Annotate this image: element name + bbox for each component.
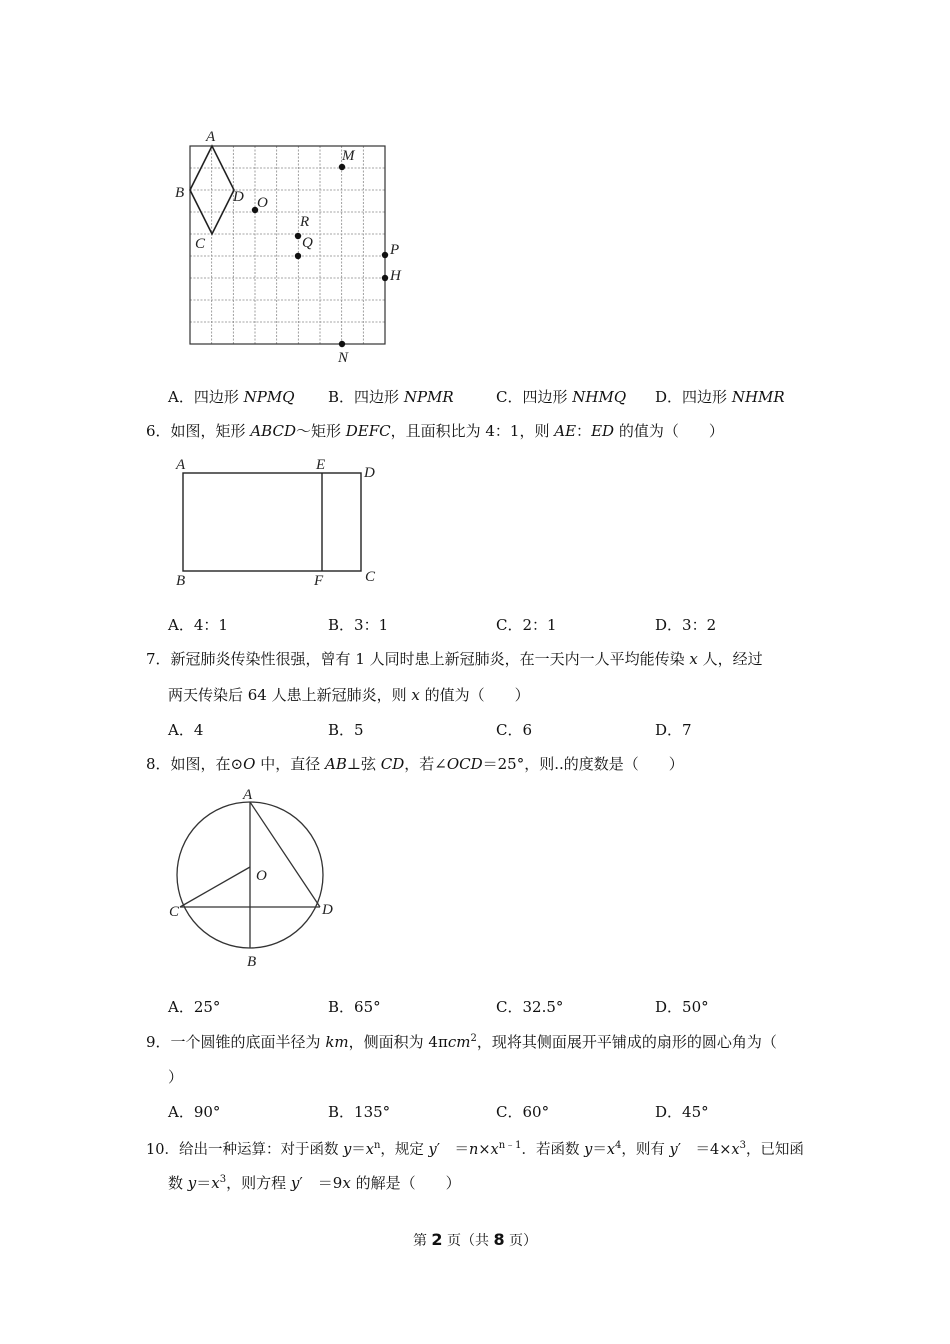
q6-option-d[interactable]: D．3：2 xyxy=(655,616,717,634)
label-d: D xyxy=(322,902,333,918)
q5-option-d[interactable]: D．四边形 NHMR xyxy=(655,388,785,406)
q5-options xyxy=(168,386,868,410)
label-a: A xyxy=(243,787,253,803)
label-c: C xyxy=(365,569,376,585)
label-m: M xyxy=(342,148,355,164)
grid-border xyxy=(190,146,385,344)
label-d: D xyxy=(233,189,244,205)
q8-option-a[interactable]: A．25° xyxy=(168,998,221,1016)
segment-ad xyxy=(250,802,320,907)
q6-option-a[interactable]: A．4：1 xyxy=(168,616,228,634)
q5-grid-figure xyxy=(170,125,410,365)
label-n: N xyxy=(338,350,349,365)
label-f: F xyxy=(314,573,324,589)
q6-stem: 6．如图，矩形 ABCD～矩形 DEFC，且面积比为 4：1，则 AE：ED 的值为（ ） xyxy=(146,422,724,440)
q9-options xyxy=(168,1101,868,1125)
q5-option-b[interactable]: B．四边形 NPMR xyxy=(328,388,454,406)
q6-option-b[interactable]: B．3：1 xyxy=(328,616,389,634)
point-h xyxy=(382,275,388,281)
q8-circle-figure xyxy=(165,785,345,975)
label-b: B xyxy=(247,954,257,970)
q5-option-c[interactable]: C．四边形 NHMQ xyxy=(496,388,627,406)
label-c: C xyxy=(195,236,206,252)
q7-stem-line1: 7．新冠肺炎传染性很强，曾有 1 人同时患上新冠肺炎，在一天内一人平均能传染 x 人，经过 xyxy=(146,650,763,668)
point-m xyxy=(339,164,345,170)
q7-option-d[interactable]: D．7 xyxy=(655,721,692,739)
q9-stem-line1: 9．一个圆锥的底面半径为 km，侧面积为 4πcm$^2$，现将其侧面展开平铺成的扇形的圆心角为（ xyxy=(146,1033,777,1051)
q7-option-a[interactable]: A．4 xyxy=(168,721,204,739)
q9-option-b[interactable]: B．135° xyxy=(328,1103,391,1121)
point-q xyxy=(295,253,301,259)
q7-option-c[interactable]: C．6 xyxy=(496,721,533,739)
q8-stem: 8．如图，在⊙O 中，直径 AB⊥弦 CD，若∠OCD＝25°，则..的度数是（ ） xyxy=(146,755,684,773)
q9-option-a[interactable]: A．90° xyxy=(168,1103,221,1121)
label-b: B xyxy=(175,185,185,201)
point-n xyxy=(339,341,345,347)
label-o: O xyxy=(257,195,268,211)
label-a: A xyxy=(206,129,216,145)
q6-rectangle-figure xyxy=(170,455,390,590)
rectangle-abcd xyxy=(183,473,361,571)
page-footer: 第 2 页（共 8 页） xyxy=(412,1230,538,1249)
q8-option-c[interactable]: C．32.5° xyxy=(496,998,564,1016)
label-b: B xyxy=(176,573,186,589)
label-d: D xyxy=(364,465,375,481)
q7-stem-line2: 两天传染后 64 人患上新冠肺炎，则 x 的值为（ ） xyxy=(168,686,530,704)
q6-option-c[interactable]: C．2：1 xyxy=(496,616,557,634)
label-c: C xyxy=(169,904,180,920)
q10-stem-line1: 10．给出一种运算：对于函数 $y=x^n$，规定 y′ $=n\times x^{n﹣1}$．若函数 $y=x^4$，则有 y′ $=4\times x^3$，已知函 xyxy=(146,1140,804,1158)
q8-option-d[interactable]: D．50° xyxy=(655,998,709,1016)
label-a: A xyxy=(176,457,186,473)
label-h: H xyxy=(390,268,401,284)
q8-options xyxy=(168,996,868,1020)
q7-options xyxy=(168,719,868,743)
q8-option-b[interactable]: B．65° xyxy=(328,998,381,1016)
q6-options xyxy=(168,614,868,638)
grid-lines xyxy=(190,146,385,344)
label-o: O xyxy=(256,868,267,884)
point-r xyxy=(295,233,301,239)
q9-stem-line2: ） xyxy=(168,1068,184,1086)
current-page-number: 2 xyxy=(431,1230,443,1249)
q9-option-c[interactable]: C．60° xyxy=(496,1103,550,1121)
segment-oc xyxy=(180,867,250,907)
point-p xyxy=(382,252,388,258)
label-q: Q xyxy=(302,235,313,251)
label-e: E xyxy=(316,457,326,473)
label-r: R xyxy=(300,214,310,230)
q5-option-a[interactable]: A．四边形 NPMQ xyxy=(168,388,295,406)
total-pages-number: 8 xyxy=(493,1230,505,1249)
q7-option-b[interactable]: B．5 xyxy=(328,721,364,739)
q10-stem-line2: 数 $y=x^3$，则方程 y′ ＝9x 的解是（ ） xyxy=(168,1174,461,1192)
label-p: P xyxy=(390,242,400,258)
q9-option-d[interactable]: D．45° xyxy=(655,1103,709,1121)
